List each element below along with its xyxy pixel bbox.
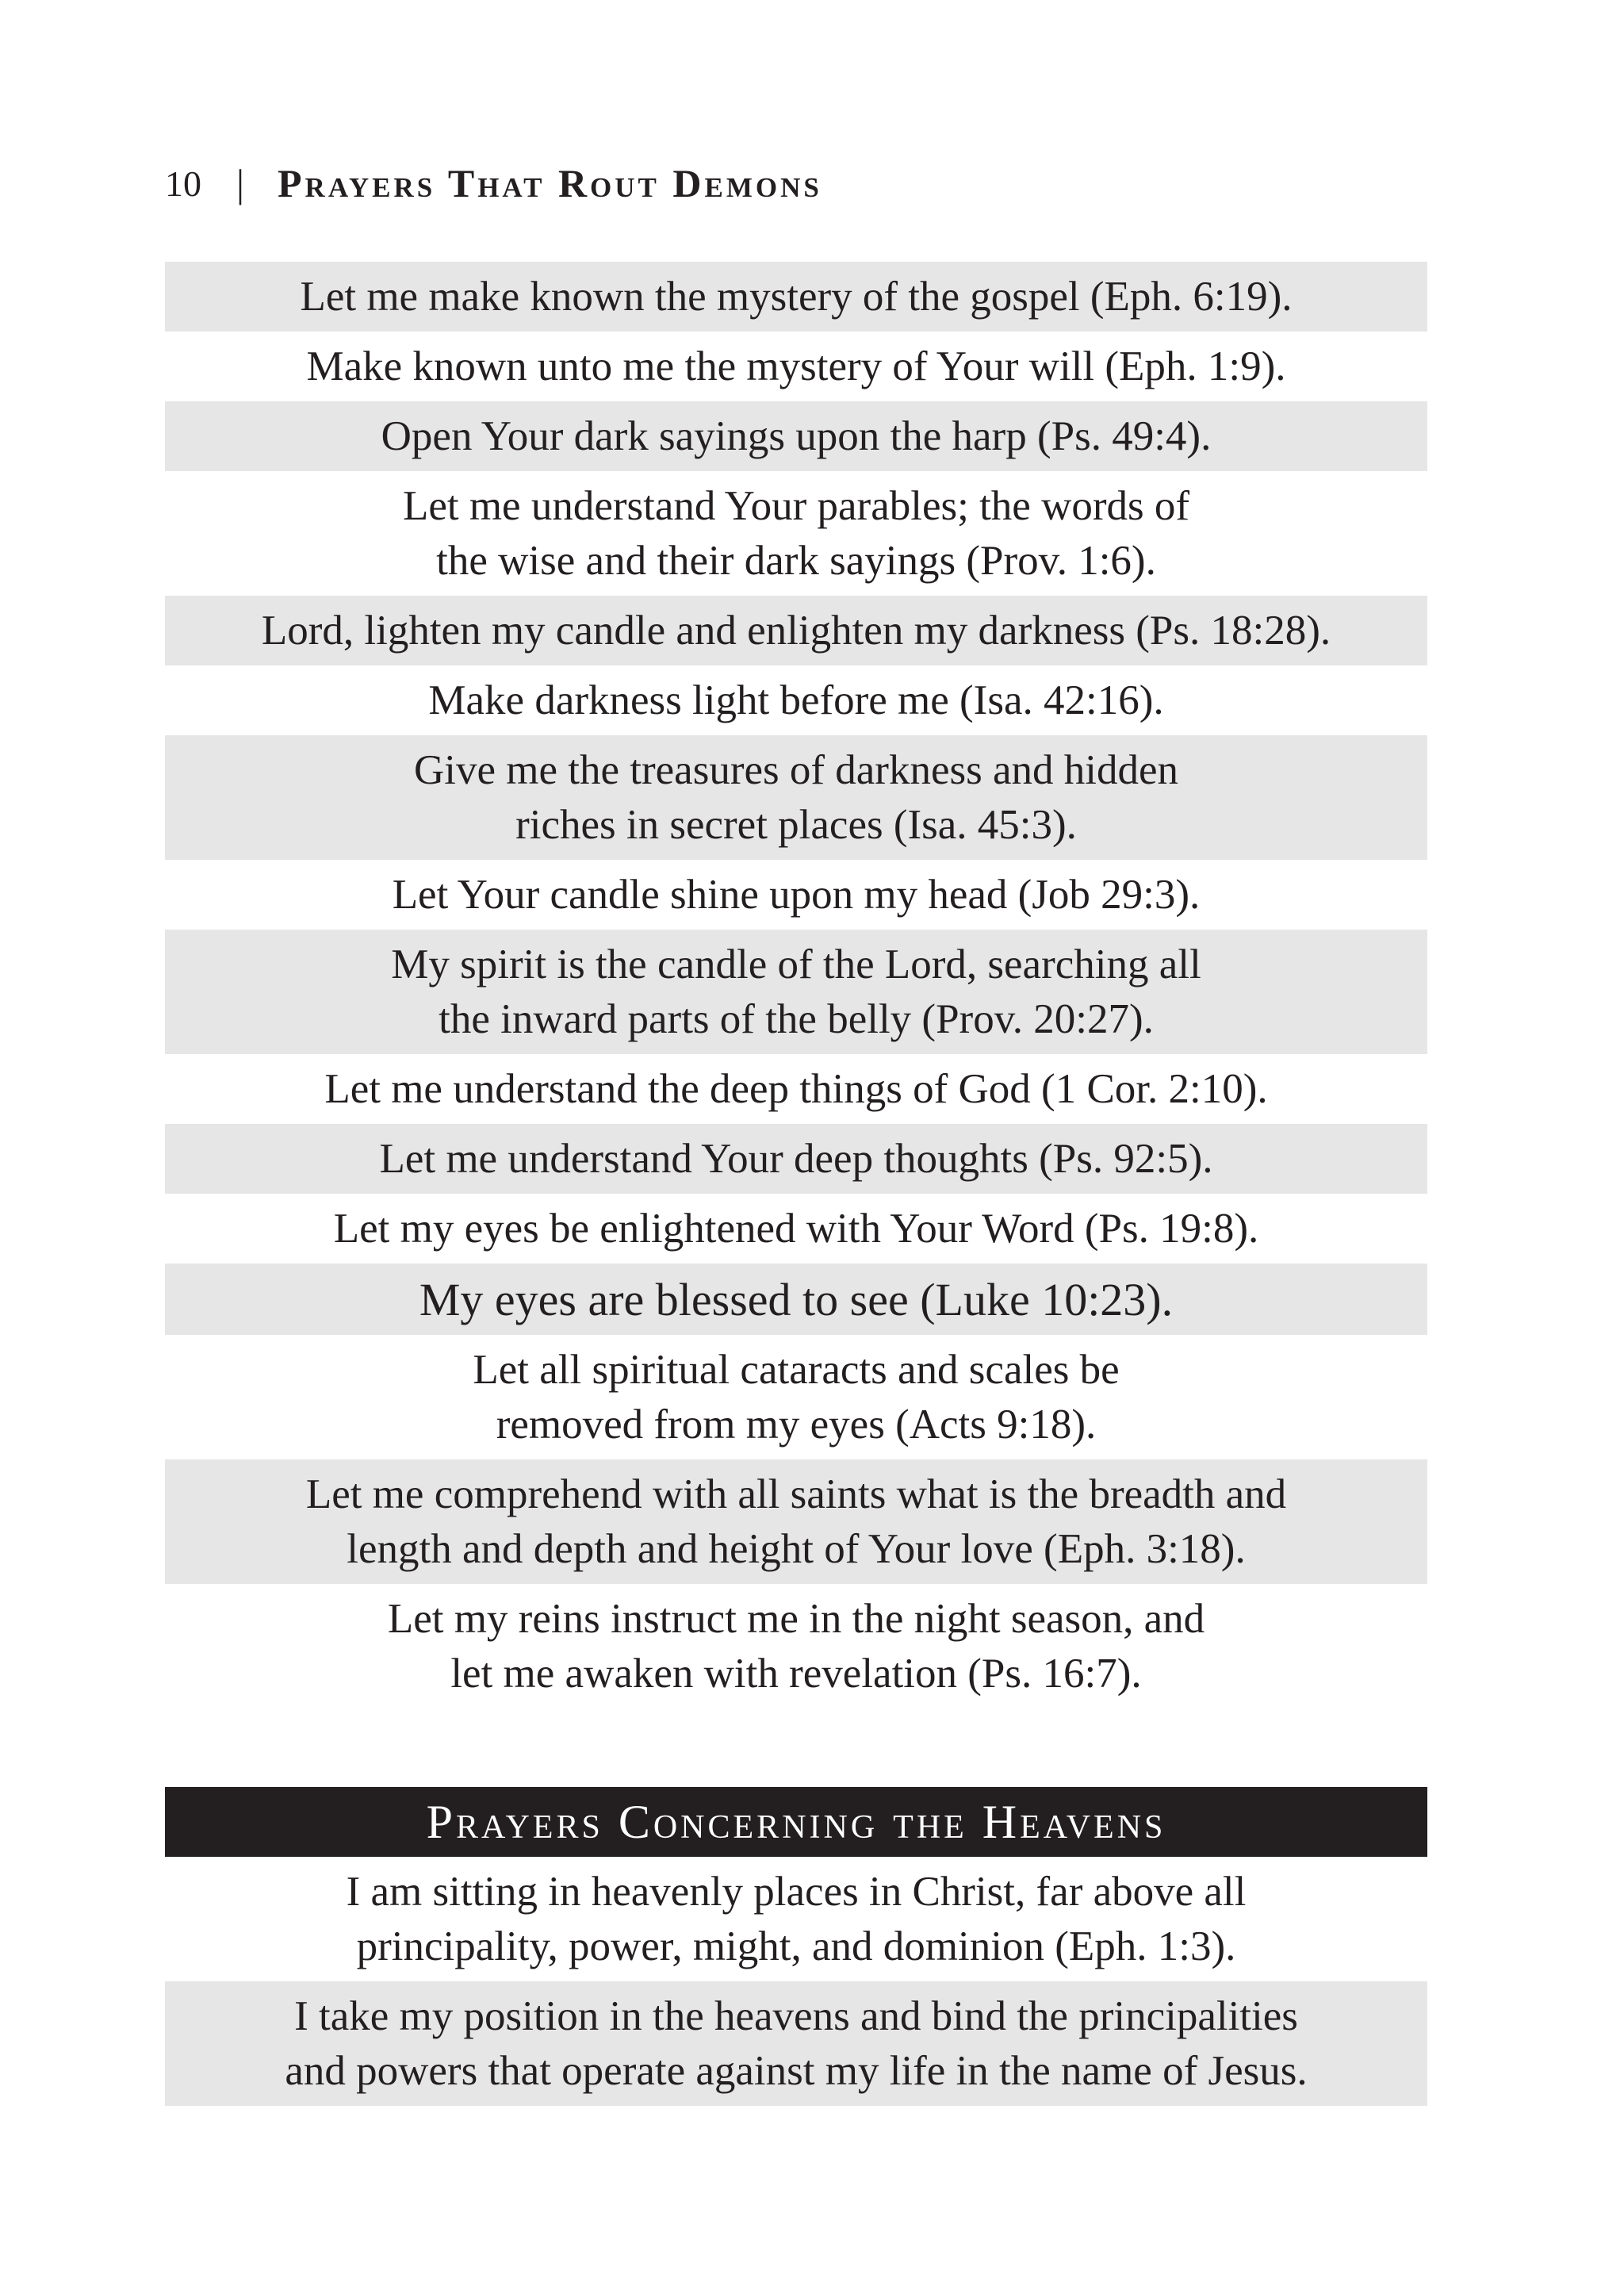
prayer-item — [165, 1459, 1427, 1584]
prayer-line: length and depth and height of Your love (Eph. 3:18). — [347, 1525, 1246, 1572]
prayer-item — [165, 1981, 1427, 2106]
prayer-line: Let Your candle shine upon my head (Job 29:3). — [392, 871, 1201, 918]
prayer-line: I take my position in the heavens and bind the principalities — [294, 1992, 1298, 2039]
prayer-line: removed from my eyes (Acts 9:18). — [496, 1401, 1097, 1448]
prayer-item — [165, 1857, 1427, 1981]
prayer-line: Let me understand Your parables; the words of — [402, 482, 1190, 529]
prayer-item — [165, 401, 1427, 471]
prayer-line: Let me comprehend with all saints what is the breadth and — [305, 1471, 1287, 1517]
prayer-line: Let my reins instruct me in the night season, and — [387, 1595, 1205, 1642]
prayer-line: Let me understand Your deep thoughts (Ps. 92:5). — [379, 1135, 1213, 1182]
prayer-item — [165, 735, 1427, 860]
prayer-item — [165, 1054, 1427, 1124]
prayer-line: let me awaken with revelation (Ps. 16:7). — [450, 1650, 1142, 1697]
prayer-line: riches in secret places (Isa. 45:3). — [515, 801, 1077, 848]
prayer-item — [165, 1264, 1427, 1335]
prayer-line: Let me make known the mystery of the gospel (Eph. 6:19). — [300, 273, 1293, 320]
prayer-line: Let my eyes be enlightened with Your Word (Ps. 19:8). — [333, 1205, 1259, 1252]
prayer-item — [165, 1194, 1427, 1264]
prayer-item — [165, 1124, 1427, 1194]
page-number: 10 — [165, 163, 201, 204]
prayer-line: Let me understand the deep things of God (1 Cor. 2:10). — [324, 1065, 1268, 1112]
prayer-line: Let all spiritual cataracts and scales be — [473, 1346, 1120, 1393]
book-title: Prayers That Rout Demons — [278, 161, 822, 205]
prayer-list — [165, 262, 1427, 1708]
prayer-line: Make darkness light before me (Isa. 42:16). — [428, 677, 1164, 723]
prayer-line: Make known unto me the mystery of Your will (Eph. 1:9). — [306, 343, 1286, 389]
prayer-item — [165, 596, 1427, 665]
header-separator: | — [236, 161, 245, 205]
prayer-line: principality, power, might, and dominion (Eph. 1:3). — [356, 1923, 1236, 1969]
prayer-item — [165, 262, 1427, 332]
prayer-line: I am sitting in heavenly places in Christ, far above all — [346, 1868, 1247, 1915]
section-title: Prayers Concerning the Heavens — [426, 1795, 1166, 1848]
prayer-line: the inward parts of the belly (Prov. 20:27). — [439, 995, 1154, 1042]
prayer-item — [165, 1584, 1427, 1708]
prayer-line: the wise and their dark sayings (Prov. 1:6). — [436, 537, 1156, 584]
prayer-line: My eyes are blessed to see (Luke 10:23). — [419, 1273, 1174, 1325]
prayer-line: My spirit is the candle of the Lord, searching all — [391, 941, 1201, 987]
prayer-item — [165, 332, 1427, 401]
section-prayer-list — [165, 1857, 1427, 2106]
prayer-line: and powers that operate against my life in the name of Jesus. — [285, 2047, 1308, 2094]
prayer-line: Give me the treasures of darkness and hidden — [414, 746, 1178, 793]
prayer-line: Lord, lighten my candle and enlighten my darkness (Ps. 18:28). — [261, 607, 1331, 654]
running-header — [165, 155, 822, 211]
prayer-item — [165, 471, 1427, 596]
prayer-item — [165, 930, 1427, 1054]
prayer-item — [165, 860, 1427, 930]
prayer-item — [165, 665, 1427, 735]
prayer-line: Open Your dark sayings upon the harp (Ps. 49:4). — [381, 412, 1212, 459]
prayer-item — [165, 1335, 1427, 1459]
section-heading — [165, 1787, 1427, 1857]
